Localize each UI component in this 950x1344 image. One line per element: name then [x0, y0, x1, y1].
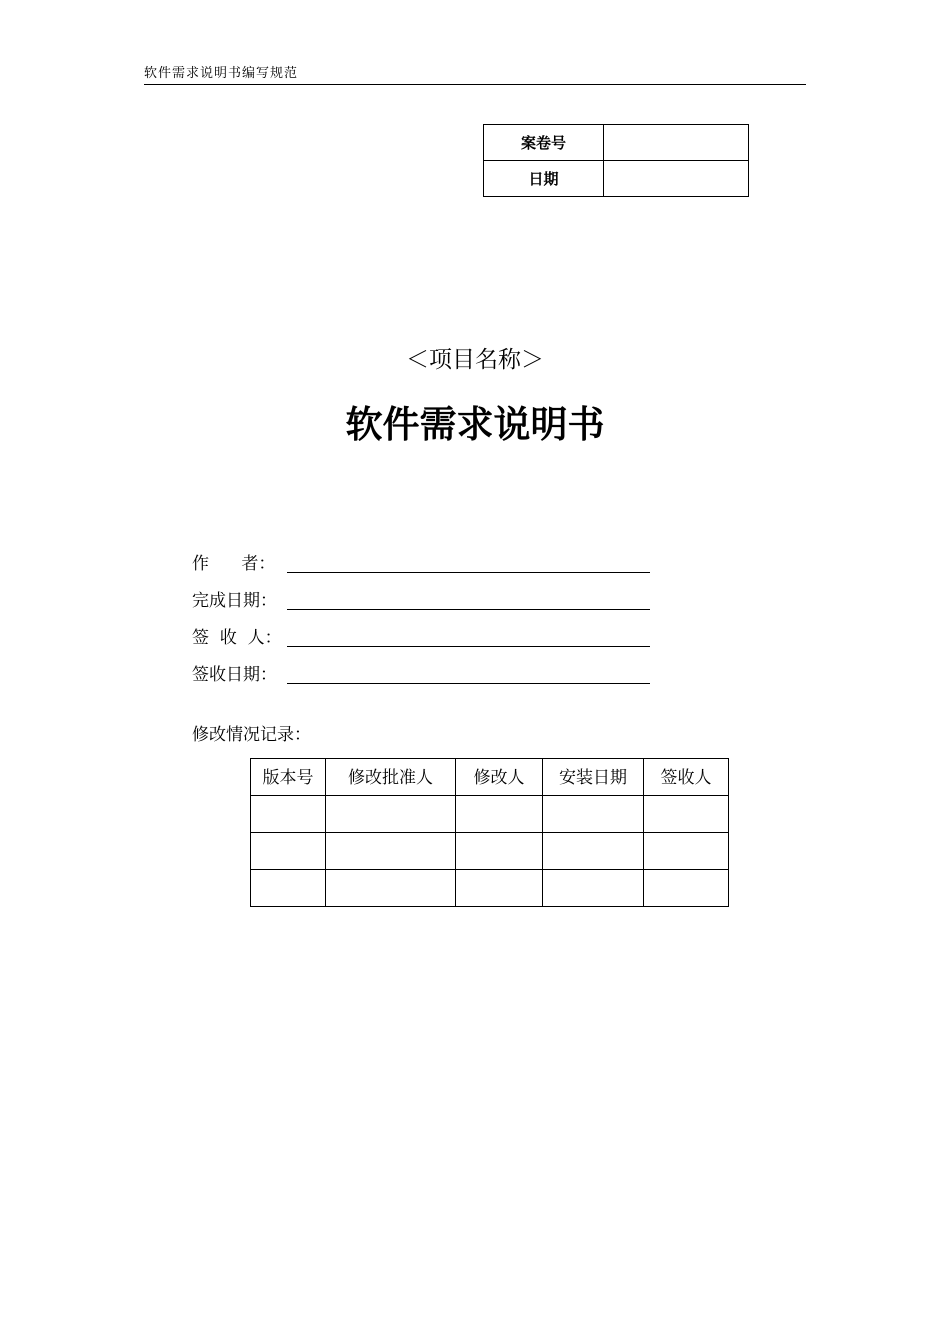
revision-header-row: [251, 759, 729, 796]
col-approver: 修改批准人: [326, 759, 456, 796]
table-cell[interactable]: [543, 833, 644, 870]
revision-table: [250, 758, 729, 907]
table-cell[interactable]: [644, 833, 729, 870]
table-cell[interactable]: [456, 796, 543, 833]
archive-date-value[interactable]: [604, 161, 749, 197]
receipt-date-label: 签收日期：: [192, 665, 277, 685]
table-cell[interactable]: [543, 796, 644, 833]
receipt-date-field: [192, 649, 650, 686]
table-cell[interactable]: [326, 833, 456, 870]
table-cell[interactable]: [251, 796, 326, 833]
archive-date-label: 日期: [484, 161, 604, 197]
col-version: 版本号: [251, 759, 326, 796]
table-row: [251, 833, 729, 870]
table-cell[interactable]: [326, 870, 456, 907]
archive-row-date: [484, 161, 749, 197]
table-row: [251, 796, 729, 833]
col-signer: 签收人: [644, 759, 729, 796]
archive-info-table: [483, 124, 749, 197]
completion-date-field: [192, 575, 650, 612]
table-cell[interactable]: [644, 796, 729, 833]
table-cell[interactable]: [543, 870, 644, 907]
receipt-date-blank[interactable]: [287, 661, 650, 684]
completion-date-blank[interactable]: [287, 587, 650, 610]
archive-row-number: [484, 125, 749, 161]
document-title: 软件需求说明书: [345, 403, 605, 446]
table-cell[interactable]: [456, 870, 543, 907]
revision-record-label: 修改情况记录：: [192, 725, 311, 745]
running-header: 软件需求说明书编写规范: [144, 66, 806, 85]
recipient-label: 签 收 人：: [192, 628, 282, 648]
col-modifier: 修改人: [456, 759, 543, 796]
author-label: 作 者：: [192, 554, 276, 574]
table-cell[interactable]: [251, 870, 326, 907]
table-cell[interactable]: [326, 796, 456, 833]
archive-number-value[interactable]: [604, 125, 749, 161]
completion-date-label: 完成日期：: [192, 591, 277, 611]
archive-number-label: 案卷号: [484, 125, 604, 161]
col-install-date: 安装日期: [543, 759, 644, 796]
project-name: ＜项目名称＞: [406, 347, 544, 373]
table-cell[interactable]: [456, 833, 543, 870]
author-blank[interactable]: [287, 550, 650, 573]
recipient-field: [192, 612, 650, 649]
table-row: [251, 870, 729, 907]
recipient-blank[interactable]: [287, 624, 650, 647]
table-cell[interactable]: [644, 870, 729, 907]
signoff-section: [192, 538, 650, 686]
author-field: [192, 538, 650, 575]
table-cell[interactable]: [251, 833, 326, 870]
